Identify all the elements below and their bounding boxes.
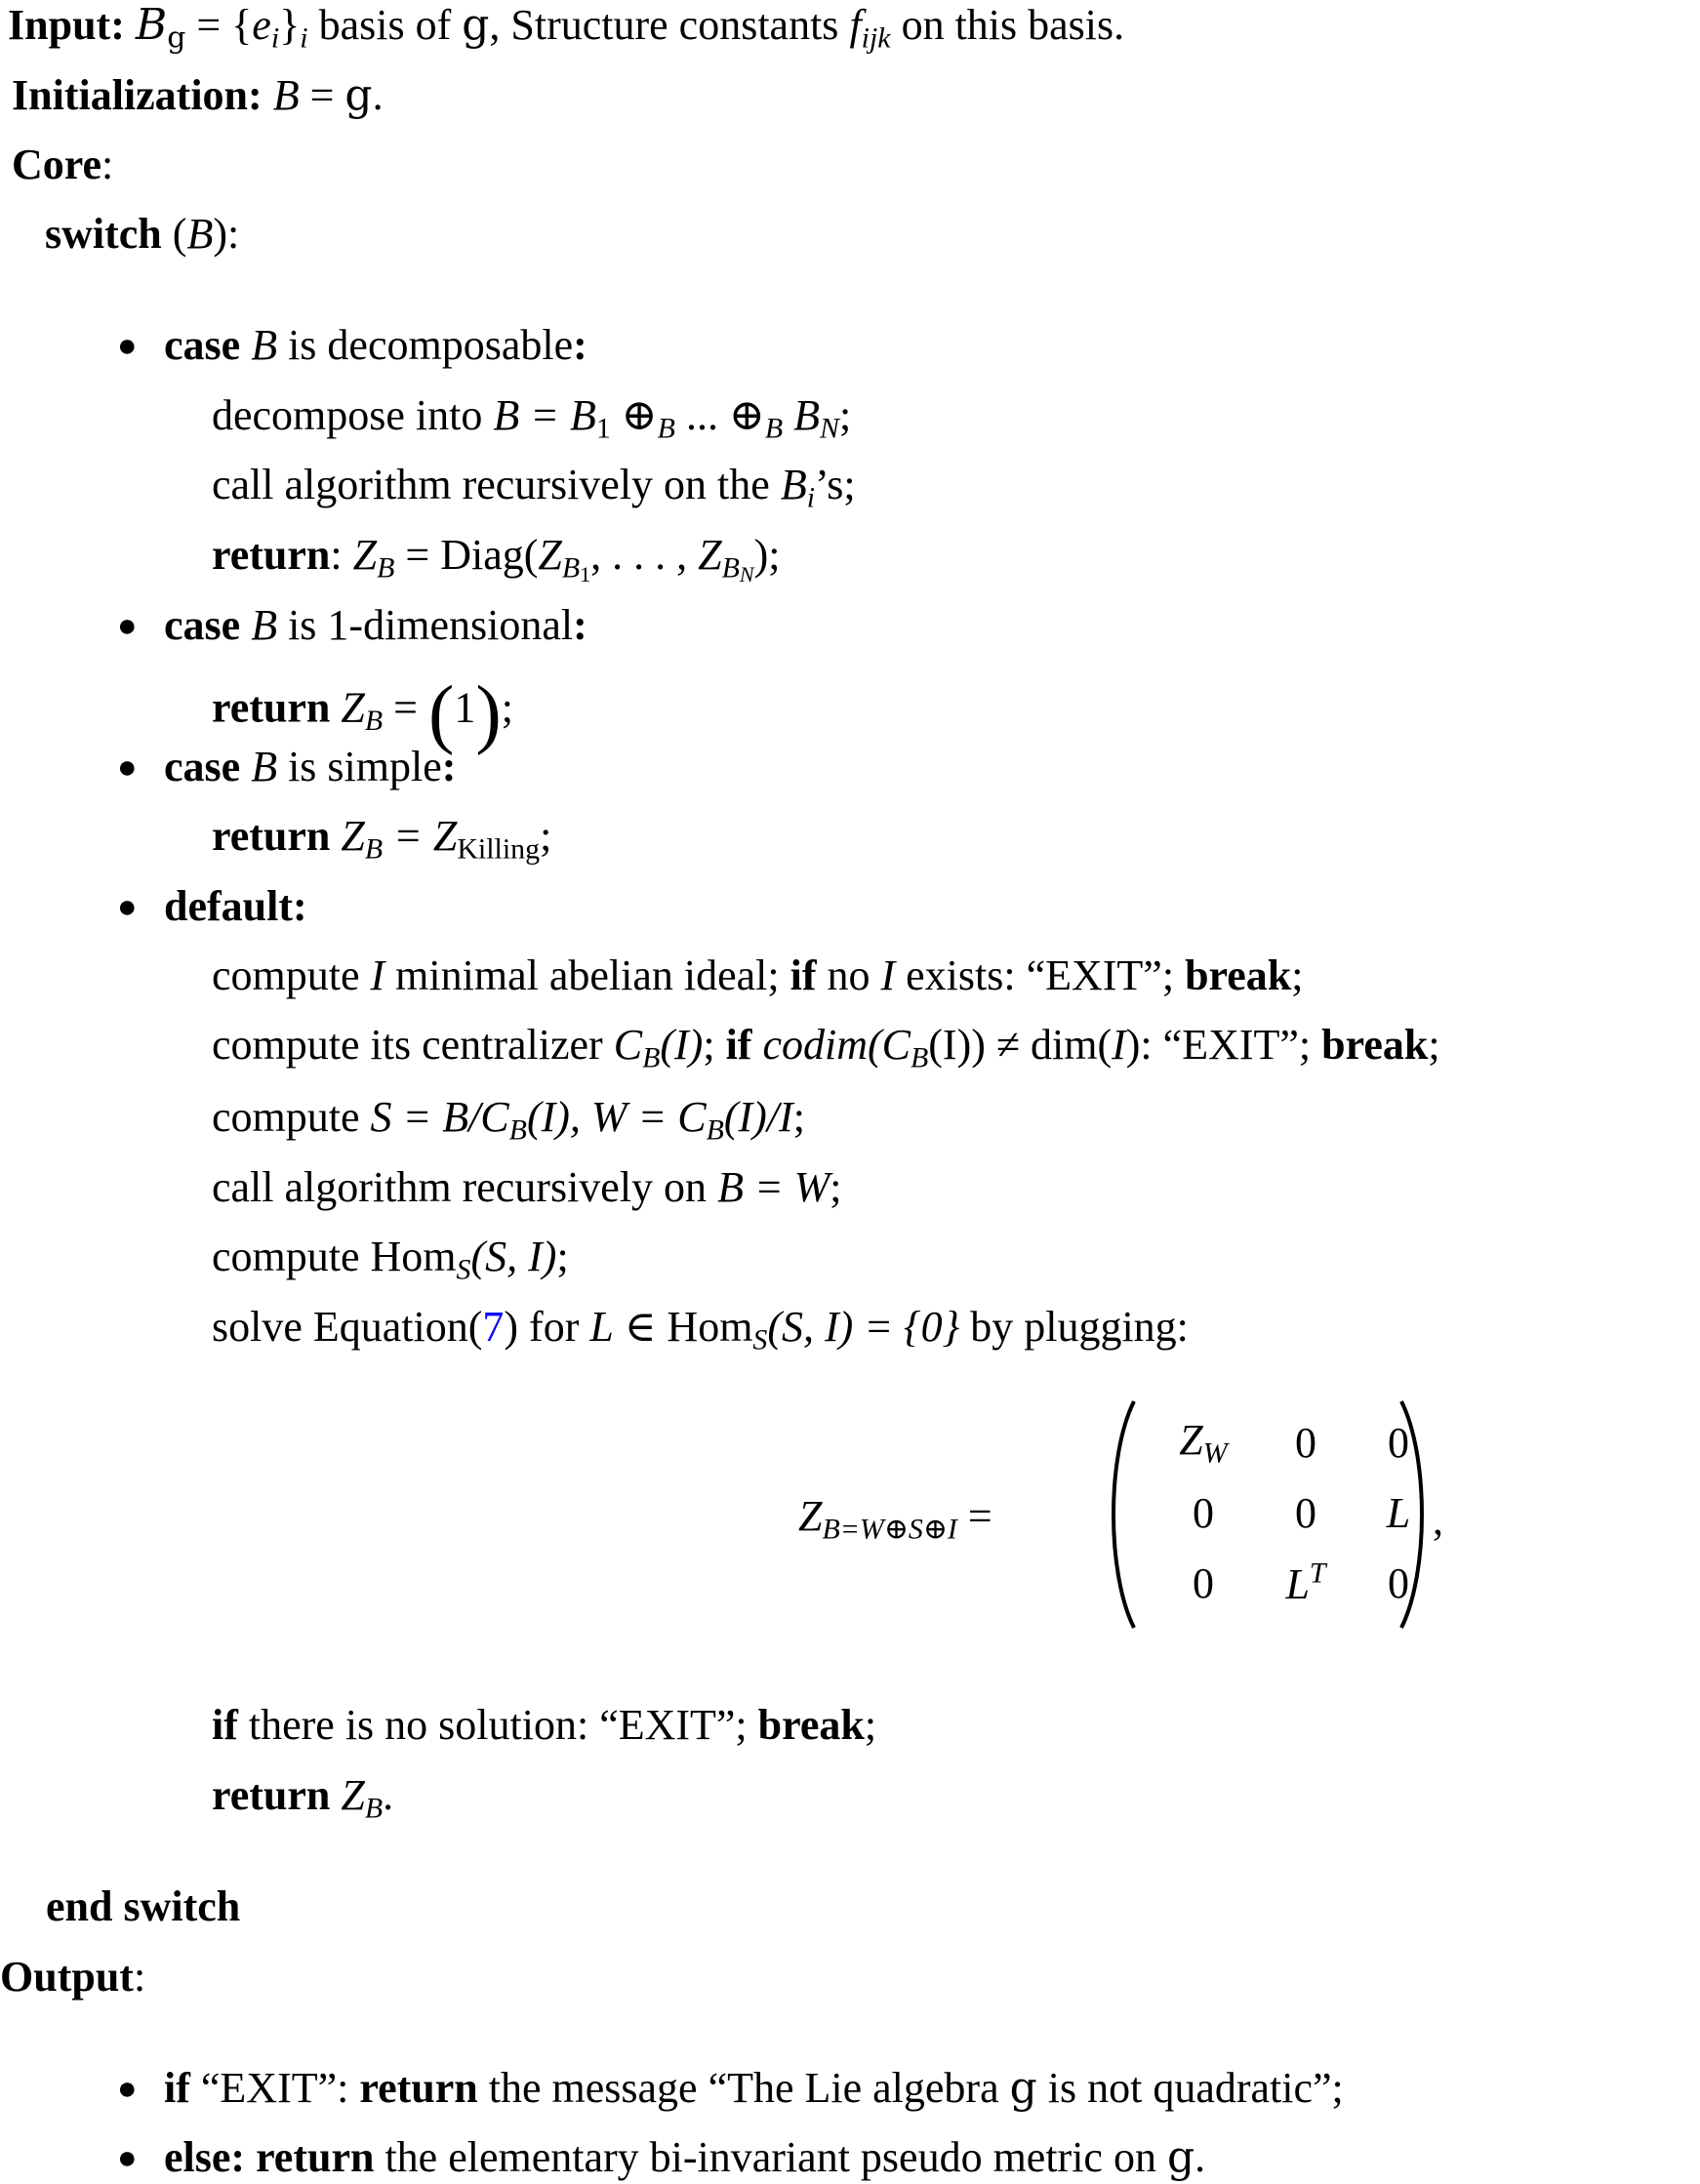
return-killing-line: return $Z_B$ = ZKilling; [212,812,552,866]
matrix-cell: 0 [1388,1558,1409,1607]
bullet-icon: ● [117,889,138,925]
hom-line: compute Hom$_S$(S, I); [212,1233,569,1286]
decompose-line: decompose into B = B1 $\oplus_B$ ... $\oplus_B$ $B_N$; [212,391,852,445]
end-switch-keyword: end switch [46,1882,241,1930]
matrix-cell: 0 [1295,1418,1316,1467]
input-line: Input: $Bg = \{e_i\}_i$ basis of g, Structure constants $f_{ijk}$ on this basis. [8,0,1125,56]
matrix-cell: 0 [1193,1488,1214,1537]
case-simple: case B is simple: [164,743,457,790]
no-solution-line: if there is no solution: “EXIT”; break; [212,1701,877,1749]
end-switch-line [46,1882,241,1930]
matrix-cell: L [1386,1488,1411,1537]
matrix-cell: $Z_W$ [1179,1415,1228,1470]
centralizer-line: compute its centralizer $C_B(I)$; if $codim(C_B(I)) \ne dim(I)$: “EXIT”; break; [212,1021,1440,1074]
bullet-icon: ● [117,328,138,364]
output-item-else: else: return the elementary bi-invariant pseudo metric on g. [164,2132,1206,2182]
right-paren-icon [1396,1397,1435,1632]
left-paren-icon [1101,1397,1140,1632]
recurse-line: call algorithm recursively on the $B_i’s$; [212,461,856,514]
matrix-cell: $L^T$ [1285,1557,1326,1608]
core-label: Core [12,141,102,188]
case-default: default: [164,882,307,930]
ideal-line: compute I minimal abelian ideal; if no I exists: “EXIT”; break; [212,951,1304,999]
matrix-cell: 0 [1193,1558,1214,1607]
output-item-exit: if “EXIT”: return the message “The Lie algebra g is not quadratic”; [164,2063,1344,2113]
basis-symbol: B [135,0,168,50]
bullet-icon: ● [117,608,138,644]
quotients-line: compute $S = B/C_B(I)$, $W = C_B(I)/I$; [212,1093,805,1147]
matrix-lhs: $Z_{B=W\oplus S\oplus I}$ = [798,1492,992,1546]
core-line: Core: [12,141,114,188]
solve-line: solve Equation(7) for L ∈ Hom$_S$(S, I) = {0} by plugging: [212,1303,1189,1356]
recurse-w-line: call algorithm recursively on B = W; [212,1163,842,1211]
return-zb-line: return $Z_B$. [212,1771,394,1825]
initialization-label: Initialization: [12,71,263,119]
equation-reference-link[interactable]: 7 [482,1303,505,1351]
bullet-icon: ● [117,2071,138,2107]
matrix-cell: 0 [1388,1418,1409,1467]
initialization-line: Initialization: B = g. [12,70,384,120]
input-label: Input: [8,1,125,49]
return-diag-line: return: $Z_B$ = $Diag(Z_{B1}$, . . . , $Z_{BN}$); [212,531,781,587]
matrix-trailing-comma: , [1433,1496,1443,1544]
output-line: Output: [0,1953,146,2001]
switch-line: switch (B): [45,210,240,258]
matrix-cell: 0 [1295,1488,1316,1537]
switch-keyword: switch [45,210,162,258]
return-one-line: return $Z_B = (1)$; [212,670,513,756]
lie-algebra-symbol: g [462,0,490,50]
case-decomposable: case B is decomposable: [164,321,587,369]
case-one-dimensional: case B is 1-dimensional: [164,601,587,649]
bullet-icon: ● [117,2140,138,2176]
output-label: Output [0,1953,134,2001]
bullet-icon: ● [117,749,138,786]
